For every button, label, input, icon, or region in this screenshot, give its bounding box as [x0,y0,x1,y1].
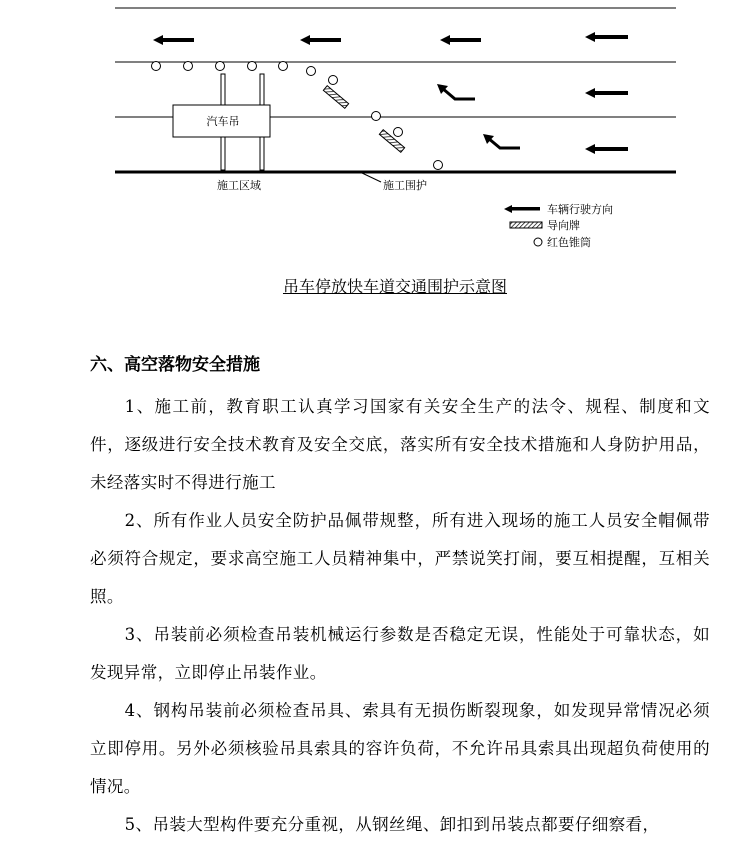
cone-icon [152,62,161,71]
paragraph: 5、吊装大型构件要充分重视，从钢丝绳、卸扣到吊装点都要仔细察看， [124,815,660,834]
section-body [90,388,710,844]
guide-sign-icon [323,86,348,109]
direction-arrow-icon [440,35,481,45]
merge-arrow-icon [437,84,475,99]
direction-arrow-icon [300,35,341,45]
cone-icon [279,62,288,71]
work-zone-label: 施工区域 [217,179,261,192]
direction-arrow-icon [585,144,628,154]
paragraph: 3、吊装前必须检查吊装机械运行参数是否稳定无误，性能处于可靠状态，如发现异常，立即停止吊装作业。 [90,625,710,682]
crane-label: 汽车吊 [206,115,240,128]
cone-icon [216,62,225,71]
paragraph: 4、钢构吊装前必须检查吊具、索具有无损伤断裂现象，如发现异常情况必须立即停用。另外必须核验吊具索具的容许负荷，不允许吊具索具出现超负荷使用的情况。 [90,701,710,796]
cone-icon [184,62,193,71]
legend [504,202,613,249]
section-heading: 六、高空落物安全措施 [90,355,260,375]
barrier-label: 施工围护 [383,179,427,192]
legend-arrow-label: 车辆行驶方向 [547,203,613,216]
guide-signs [323,86,404,153]
cone-icon [329,76,338,85]
direction-arrow-icon [585,32,628,42]
cone-icon [307,67,316,76]
traffic-barrier-diagram [0,0,750,262]
merge-arrows [437,84,520,148]
paragraph: 1、施工前，教育职工认真学习国家有关安全生产的法令、规程、制度和文件，逐级进行安全技术教育及安全交底，落实所有安全技术措施和人身防护用品，未经落实时不得进行施工 [90,397,710,492]
barrier-leader-line [362,173,381,182]
direction-arrow-icon [585,88,628,98]
cone-icon [372,112,381,121]
cone-icon [394,128,403,137]
legend-arrow-icon [504,205,540,213]
cone-icon [434,161,443,170]
merge-arrow-icon [483,134,520,148]
legend-cone-icon [534,238,542,246]
legend-cone-label: 红色锥筒 [547,236,591,249]
legend-sign-icon [510,222,542,228]
cone-icon [248,62,257,71]
paragraph: 2、所有作业人员安全防护品佩带规整，所有进入现场的施工人员安全帽佩带必须符合规定，要求高空施工人员精神集中，严禁说笑打闹，要互相提醒，互相关照。 [90,511,710,606]
legend-sign-label: 导向牌 [547,219,580,232]
diagram-caption: 吊车停放快车道交通围护示意图 [282,277,507,296]
direction-arrow-icon [153,35,194,45]
